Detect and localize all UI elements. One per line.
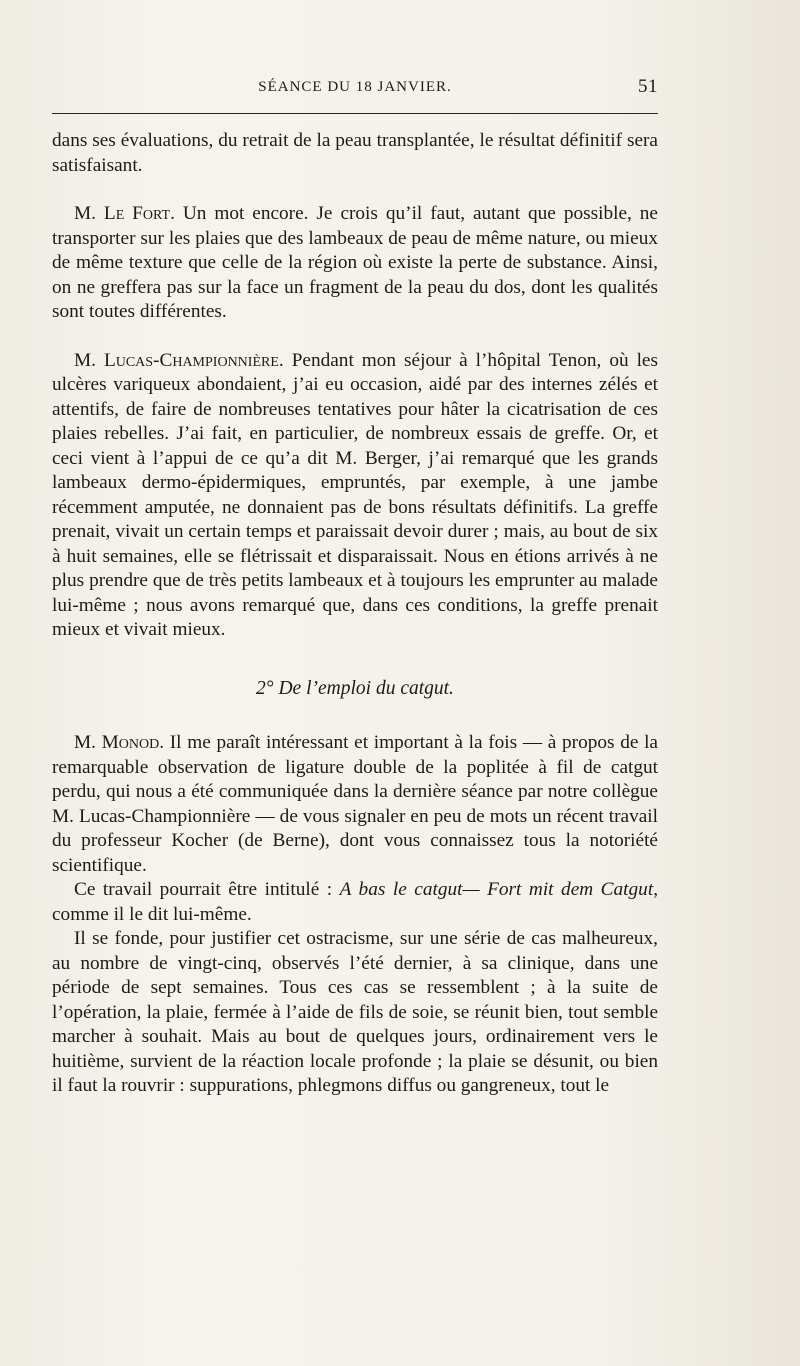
paragraph-monod bbox=[52, 731, 658, 878]
paragraph-ostracisme: Il se fonde, pour justifier cet ostracisme, sur une série de cas malheureux, au nombre de vingt-cinq, observés l’été dernier, à sa clinique, dans une période de sept semaines. Tous ces cas se ressemblent ; à la suite de l’opération, la plaie, fermée à l’aide de fils de soie, se réunit bien, tout semble marcher à souhait. Mais au bout de quelques jours, ordinairement vers le huitième, survient de la réaction locale profonde ; la plaie se désunit, ou bien il faut la rouvrir : suppurations, phlegmons diffus ou gangreneux, tout le bbox=[52, 928, 658, 1096]
page-number: 51 bbox=[638, 76, 658, 97]
paragraph-lucas-championniere-text: Pendant mon séjour à l’hôpital Tenon, où les ulcères variqueux abondaient, j’ai eu occasion, aidé par des internes zélés et attentifs, de faire de nombreuses tentatives pour hâter la cicatrisation de ces plaies rebelles. J’ai fait, en particulier, de nombreux essais de greffe. Or, et ceci vient à l’appui de ce qu’a dit M. Berger, j’ai remarqué que les grands lambeaux dermo-épidermiques, empruntés, par exemple, à une jambe récemment amputée, ne donnaient pas de bons résultats définitifs. La greffe prenait, vivait un certain temps et paraissait devoir durer ; mais, au bout de six à huit semaines, elle se flétrissait et disparaissait. Nous en étions arrivés à ne plus prendre que de très petits lambeaux et à toujours les emprunter au malade lui-même ; nous avons remarqué que, dans ces conditions, la greffe prenait mieux et vivait mieux. bbox=[52, 349, 658, 640]
header-rule bbox=[52, 113, 658, 114]
paragraph-title-quote-lead: Ce travail pourrait être intitulé : bbox=[74, 879, 340, 900]
paragraph-le-fort bbox=[52, 202, 658, 325]
quoted-title: A bas le catgut— Fort mit dem Catgut bbox=[339, 879, 654, 900]
paragraph-title-quote bbox=[52, 878, 658, 927]
body-text bbox=[52, 129, 658, 1099]
page-header bbox=[52, 76, 658, 104]
paragraph-lucas-championniere bbox=[52, 349, 658, 643]
speaker-le-fort: M. Le Fort. bbox=[74, 203, 175, 224]
paragraph-le-fort-text: Un mot encore. Je crois qu’il faut, autant que possible, ne transporter sur les plaies que des lambeaux de peau de même nature, ou mieux de même texture que celle de la région où existe la perte de substance. Ainsi, on ne greffera pas sur la face un fragment de la peau du dos, dont les qualités sont toutes différentes. bbox=[52, 203, 658, 322]
speaker-monod: M. Monod. bbox=[74, 732, 165, 753]
paragraph-title-quote-tail: , comme il le dit lui-même. bbox=[52, 879, 659, 925]
paragraph-monod-text: Il me paraît intéressant et important à la fois — à propos de la remarquable observation de ligature double de la poplitée à fil de catgut perdu, qui nous a été communiquée dans la dernière séance par notre collègue M. Lucas-Championnière — de vous signaler en peu de mots un récent travail du professeur Kocher (de Berne), dont vous connaissez tous la notoriété scientifique. bbox=[52, 732, 658, 876]
section-title: 2° De l’emploi du catgut. bbox=[256, 677, 454, 699]
running-title: SÉANCE DU 18 JANVIER. bbox=[258, 79, 452, 95]
paragraph-1: dans ses évaluations, du retrait de la peau transplantée, le résultat définitif sera satisfaisant. bbox=[52, 130, 658, 176]
speaker-lucas-championniere: M. Lucas-Championnière. bbox=[74, 349, 284, 371]
